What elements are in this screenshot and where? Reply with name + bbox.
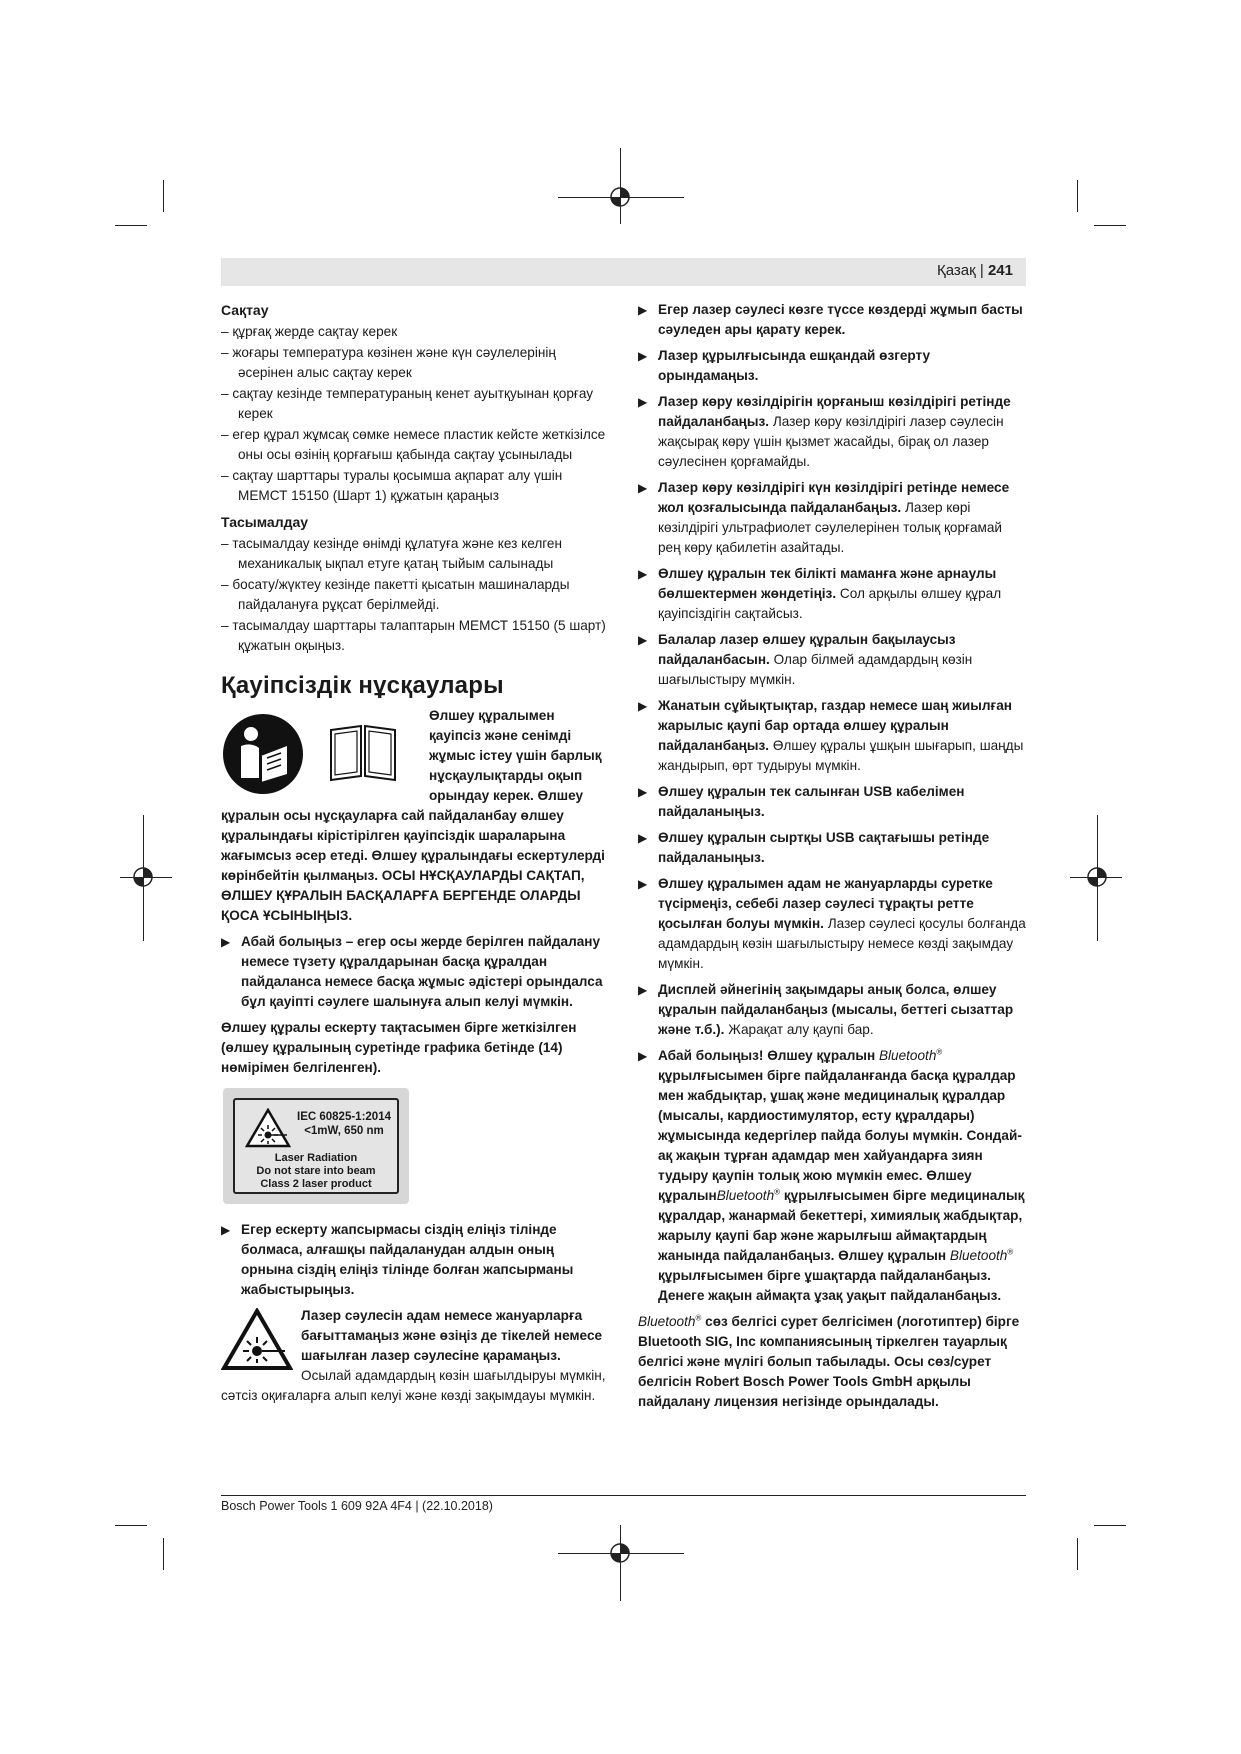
transport-item: – босату/жүктеу кезінде пакетті қысатын машиналарды пайдалануға рұқсат берілмейді. [221, 575, 609, 615]
crop-mark-bottom-right-h [1094, 1525, 1126, 1526]
bluetooth-bullet-bold-d: құрылғысымен бірге ұшақтарда пайдаланбаңыз. Денеге жақын аймақта ұзақ уақыт пайдаланбаңыз. [658, 1268, 1002, 1303]
page-number: 241 [987, 262, 1013, 279]
safety-bullet-bold: Өлшеу құралын сыртқы USB сақтағышы ретінде пайдаланыңыз. [658, 830, 990, 865]
label-standard: IEC 60825-1:2014 [297, 1111, 391, 1123]
safety-bullet-bold: Балалар лазер өлшеу құралын бақылаусыз пайдаланбасын. [658, 632, 956, 667]
safety-intro-text: Өлшеу құралымен қауіпсіз және сенімді жұмыс істеу үшін барлық нұсқаулықтарды оқып орындау керек. Өлшеу құралын осы нұсқауларға сай пайдаланбау өлшеу құралындағы кірістірілген қауіпсіздік шараларына жағымсыз әсер етеді. Өлшеу құралындағы ескертулерді көрінбейтін қылмаңыз. ОСЫ НҰСҚАУЛАРДЫ САҚТАП, ӨЛШЕУ ҚҰРАЛЫН БАСҚАЛАРҒА БЕРГЕНДЕ ОЛАРДЫ ҚОСА ҰСЫНЫҢЫЗ. [221, 708, 605, 923]
triangle-right-icon: ▶ [638, 395, 648, 409]
safety-bullet [638, 300, 1026, 340]
triangle-right-icon: ▶ [638, 785, 648, 799]
crop-mark-top-right-h [1094, 225, 1126, 226]
footer-rule [221, 1495, 1026, 1496]
storage-item: – жоғары температура көзінен және күн сәулелерінің әсерінен алыс сақтау керек [221, 343, 609, 383]
safety-bullet [638, 696, 1026, 776]
header-band [221, 258, 1026, 286]
safety-bullet-text: Сол арқылы өлшеу құрал қауіпсіздігін сақтайсыз. [658, 586, 1002, 621]
registration-mark-icon [608, 185, 632, 209]
label-power: <1mW, 650 nm [304, 1125, 384, 1137]
crop-mark-bottom-left-v [163, 1538, 164, 1570]
laser-warning-icon [245, 1108, 291, 1148]
safety-bullet [638, 346, 1026, 386]
label-language-bullet-text: Егер ескерту жапсырмасы сіздің еліңіз тілінде болмаса, алғашқы пайдаланудан алдын оның орнына сіздің еліңіз тілінде болған жапсырманы жабыстырыңыз. [241, 1222, 574, 1297]
bluetooth-bullet-bold-c: құрылғысымен бірге медициналық құралдар, жанармай бекеттері, химиялық жабдықтар, жарылу қаупі бар және жарылғыш аймақтардың жанында пайдаланбаңыз. Өлшеу құралын [658, 1188, 1025, 1263]
registered-mark: ® [774, 1187, 781, 1197]
header-language: Қазақ [937, 262, 976, 279]
storage-item: – сақтау шарттары туралы қосымша ақпарат алу үшін МЕМСТ 15150 (Шарт 1) құжатын қараңыз [221, 466, 609, 506]
bluetooth-word: Bluetooth [949, 1248, 1008, 1263]
bluetooth-bullet-bold-a: Абай болыңыз! Өлшеу құралын [658, 1048, 876, 1063]
safety-bullet-text: Лазер сәулесі қосулы болғанда адамдардың көзін шағылыстыру немесе көзді зақымдау мүмкін. [658, 916, 1026, 971]
storage-item: – сақтау кезінде температураның кенет ауытқуынан қорғау керек [221, 384, 609, 424]
safety-bullet-text: Олар білмей адамдардың көзін шағылыстыру мүмкін. [658, 652, 973, 687]
transport-title: Тасымалдау [221, 514, 309, 530]
safety-bullet [638, 980, 1026, 1040]
safety-bullet [638, 828, 1026, 868]
registered-mark: ® [695, 1313, 702, 1323]
safety-bullet-bold: Өлшеу құралымен адам не жануарларды суретке түсірмеңіз, себебі лазер сәулесі тұрақты ретте қосылған болуы мүмкін. [658, 876, 993, 931]
safety-title: Қауіпсіздік нұсқаулары [221, 672, 504, 699]
triangle-right-icon: ▶ [638, 349, 648, 363]
registered-mark: ® [936, 1047, 943, 1057]
crop-mark-bottom-right-v [1077, 1538, 1078, 1570]
safety-bullet [638, 630, 1026, 690]
triangle-right-icon: ▶ [638, 699, 648, 713]
safety-bullet [638, 478, 1026, 558]
safety-bullet-bold: Лазер көру көзілдірігін қорғаныш көзілдірігі ретінде пайдаланбаңыз. [658, 394, 1011, 429]
label-language-bullet [221, 1220, 609, 1300]
label-radiation-block [235, 1152, 397, 1191]
beam-warning-bold: Лазер сәулесін адам немесе жануарларға бағыттамаңыз және өзіңіз де тікелей немесе шағылған лазер сәулесіне қарамаңыз. [301, 1308, 603, 1363]
book-icon [327, 722, 399, 782]
triangle-right-icon: ▶ [638, 303, 648, 317]
storage-title: Сақтау [221, 302, 269, 318]
caution-bullet [221, 932, 609, 1012]
triangle-right-icon: ▶ [638, 481, 648, 495]
bluetooth-word: Bluetooth [878, 1048, 937, 1063]
page-header [937, 262, 1013, 279]
safety-intro [221, 706, 609, 926]
read-manual-icon [221, 712, 305, 796]
triangle-right-icon: ▶ [638, 633, 648, 647]
safety-bullet-bold: Жанатын сұйықтықтар, газдар немесе шаң жиылған жарылыс қаупі бар ортада өлшеу құралын пайдаланбаңыз. [658, 698, 1012, 753]
intro-icons [221, 706, 421, 802]
triangle-right-icon: ▶ [638, 831, 648, 845]
label-line-3: Class 2 laser product [260, 1178, 372, 1190]
registered-mark: ® [1007, 1247, 1014, 1257]
caution-bullet-text: Абай болыңыз – егер осы жерде берілген пайдалану немесе түзету құралдарынан басқа құралдан пайдаланса немесе басқа жұмыс әдістері орындалса бұл қауіпті сәулеге шалынуға алып келуі мүмкін. [241, 934, 603, 1009]
crop-mark-top-left-v [163, 180, 164, 212]
crop-mark-bottom-left-h [115, 1525, 147, 1526]
safety-bullet-text: Өлшеу құралы ұшқын шығарып, шаңды жандырып, өрт тудыруы мүмкін. [658, 738, 1024, 773]
triangle-right-icon: ▶ [221, 1223, 231, 1237]
footer: Bosch Power Tools 1 609 92A 4F4 | (22.10.2018) [221, 1499, 493, 1513]
bluetooth-word: Bluetooth [638, 1314, 696, 1329]
safety-bullet-bold: Дисплей әйнегінің зақымдары анық болса, өлшеу құралын пайдаланбаңыз (мысалы, беттегі сызаттар және т.б.). [658, 982, 1014, 1037]
left-column [221, 300, 609, 1406]
triangle-right-icon: ▶ [638, 877, 648, 891]
bluetooth-bullet [638, 1046, 1026, 1306]
safety-bullet-text: Лазер көрі көзілдірігі ультрафиолет сәулелерінен толық қорғамай рең көру қабилетін азайтады. [658, 500, 1003, 555]
safety-bullet-text: Жарақат алу қаупі бар. [728, 1022, 874, 1037]
label-standard-block [297, 1110, 391, 1138]
transport-item: – тасымалдау шарттары талаптарын МЕМСТ 15150 (5 шарт) құжатын оқыңыз. [221, 616, 609, 656]
transport-item: – тасымалдау кезінде өнімді құлатуға және кез келген механикалық ықпал етуге қатаң тыйым салынады [221, 534, 609, 574]
registration-mark-icon [131, 865, 155, 889]
label-line-1: Laser Radiation [274, 1152, 358, 1164]
label-note: Өлшеу құралы ескерту тақтасымен бірге жеткізілген (өлшеу құралының суретінде графика бетінде (14) нөмірімен белгіленген). [221, 1020, 577, 1075]
safety-bullet-bold: Өлшеу құралын тек білікті маманға және арнаулы бөлшектермен жөндетіңіз. [658, 566, 997, 601]
beam-warning [221, 1306, 609, 1406]
safety-bullet-bold: Лазер көру көзілдірігі күн көзілдірігі ретінде немесе жол қозғалысында пайдаланбаңыз. [658, 480, 1010, 515]
laser-warning-label-frame [233, 1098, 399, 1194]
bluetooth-bullet-bold-b: құрылғысымен бірге пайдаланғанда басқа құралдар мен жабдықтар, ұшақ және медициналық құралдар (мысалы, кардиостимулятор, есту құралдары) жұмысында кедергілер пайда болуы мүмкін. Сондай-ақ жақын тұрған адамдар мен хайуандарға зиян тудыру қаупін толық жою мүмкін емес. Өлшеу құралын [658, 1068, 1022, 1203]
safety-bullet [638, 782, 1026, 822]
right-column [638, 300, 1026, 1418]
crop-mark-top-left-h [115, 225, 147, 226]
registration-mark-icon [608, 1541, 632, 1565]
triangle-right-icon: ▶ [638, 983, 648, 997]
registration-mark-icon [1085, 865, 1109, 889]
safety-bullet-bold: Егер лазер сәулесі көзге түссе көздерді жұмып басты сәуледен ары қарату керек. [658, 302, 1023, 337]
storage-item: – егер құрал жұмсақ сөмке немесе пластик кейсте жеткізілсе оны осы өзінің қорғағыш қабында сақтау ұсынылады [221, 425, 609, 465]
safety-bullet [638, 564, 1026, 624]
safety-bullet [638, 874, 1026, 974]
crop-mark-top-right-v [1077, 180, 1078, 212]
trademark-text: сөз белгісі сурет белгісімен (логотиптер) бірге Bluetooth SIG, Inc компаниясының тіркелген тауарлық белгісі және мүлігі болып табылады. Осы сөз/сурет белгісін Robert Bosch Power Tools GmbH арқылы пайдалану лицензия негізінде орындалады. [638, 1314, 1020, 1409]
trademark-note [638, 1312, 1026, 1412]
triangle-right-icon: ▶ [221, 935, 231, 949]
safety-bullet-text: Лазер көру көзілдірігі лазер сәулесін жақсырақ көру үшін қызмет жасайды, бірақ ол лазер сәулесінен қорғамайды. [658, 414, 1004, 469]
beam-warning-text: Осылай адамдардың көзін шағылдыруы мүмкін, сәтсіз оқиғаларға алып келуі және көзді зақымдауы мүмкін. [221, 1368, 606, 1403]
safety-bullet-bold: Өлшеу құралын тек салынған USB кабелімен пайдаланыңыз. [658, 784, 965, 819]
triangle-right-icon: ▶ [638, 1049, 648, 1063]
laser-warning-label [223, 1088, 409, 1204]
label-line-2: Do not stare into beam [256, 1165, 376, 1177]
safety-bullet-bold: Лазер құрылғысында ешқандай өзгерту орындамаңыз. [658, 348, 931, 383]
triangle-right-icon: ▶ [638, 567, 648, 581]
bluetooth-word: Bluetooth [716, 1188, 775, 1203]
storage-item: – құрғақ жерде сақтау керек [221, 322, 609, 342]
safety-bullet [638, 392, 1026, 472]
header-separator: | [979, 262, 984, 279]
laser-warning-icon [221, 1308, 293, 1372]
